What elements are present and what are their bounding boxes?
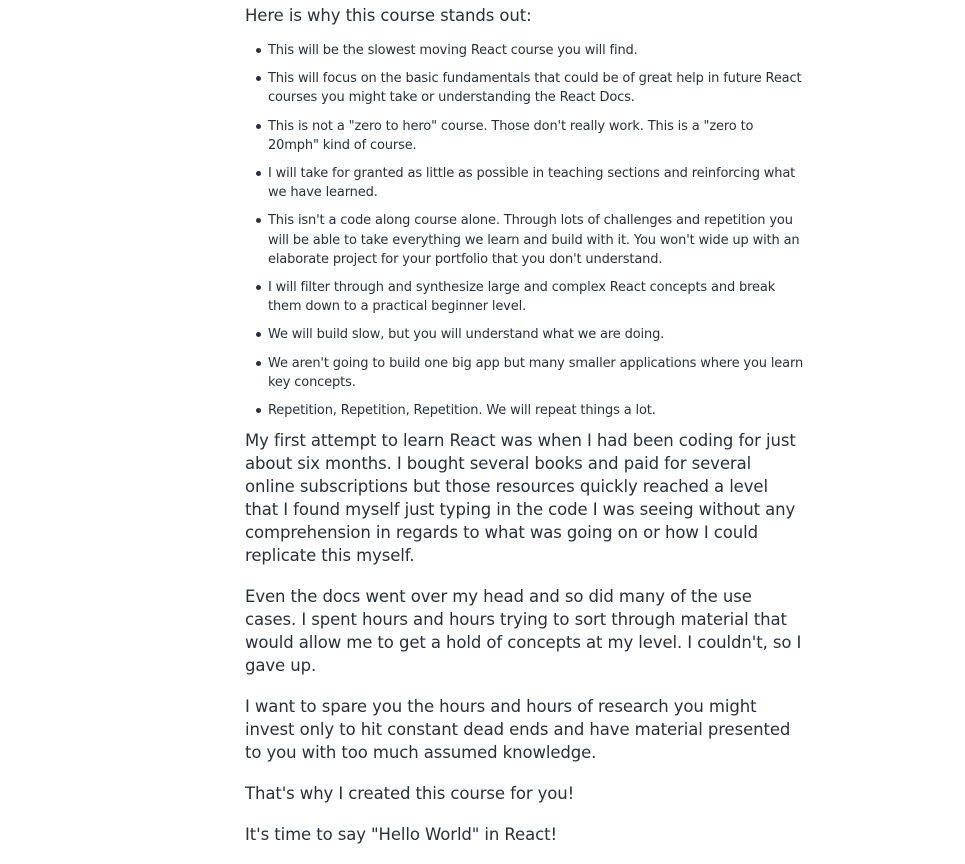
list-item-text: Repetition, Repetition, Repetition. We will repeat things a lot. — [268, 403, 656, 419]
list-item-text: This will focus on the basic fundamentals that could be of great help in future React courses you might take or understanding the React Docs. — [268, 71, 802, 106]
list-item — [245, 164, 805, 202]
list-item — [245, 354, 805, 392]
story-paragraph: That's why I created this course for you! — [245, 784, 575, 804]
list-item-text: This is not a "zero to hero" course. Those don't really work. This is a "zero to 20mph" kind of course. — [268, 118, 754, 153]
list-item — [245, 41, 805, 60]
list-item-text: This isn't a code along course alone. Through lots of challenges and repetition you will be able to take everything we learn and build with it. You won't wide up with an elaborate project for your portfolio that you don't understand. — [268, 213, 800, 267]
list-item-text: I will take for granted as little as possible in teaching sections and reinforcing what we have learned. — [268, 166, 796, 201]
bullet-icon — [256, 48, 261, 53]
list-item — [245, 117, 805, 155]
list-item-text: We will build slow, but you will understand what we are doing. — [268, 327, 665, 343]
story-paragraph: Even the docs went over my head and so did many of the use cases. I spent hours and hours trying to sort through material that would allow me to get a hold of concepts at my level. I couldn't, so I gave up. — [245, 587, 802, 676]
list-item — [245, 211, 805, 269]
list-item-text: This will be the slowest moving React course you will find. — [268, 43, 638, 58]
bullet-icon — [256, 285, 261, 290]
list-item-text: We aren't going to build one big app but many smaller applications where you learn key concepts. — [268, 355, 804, 390]
list-item-text: I will filter through and synthesize large and complex React concepts and break them down to a practical beginner level. — [268, 280, 776, 315]
bullet-icon — [256, 218, 261, 223]
list-item — [245, 69, 805, 107]
bullet-icon — [256, 361, 261, 366]
story-paragraph: It's time to say "Hello World" in React! — [245, 825, 557, 845]
reasons-list — [245, 41, 805, 420]
story-paragraph: I want to spare you the hours and hours of research you might invest only to hit constant dead ends and have material presented to you with too much assumed knowledge. — [245, 697, 791, 763]
bullet-icon — [256, 76, 261, 81]
bullet-icon — [256, 124, 261, 129]
list-item — [245, 401, 805, 420]
list-item — [245, 325, 805, 344]
intro-heading: Here is why this course stands out: — [245, 6, 532, 25]
bullet-icon — [256, 171, 261, 176]
course-description — [245, 4, 805, 864]
bullet-icon — [256, 332, 261, 337]
bullet-icon — [256, 408, 261, 413]
story-paragraph: My first attempt to learn React was when I had been coding for just about six months. I bought several books and paid for several online subscriptions but those resources quickly reached a level that I found myself just typing in the code I was seeing without any comprehension in regards to what was going on or how I could replicate this myself. — [245, 431, 796, 566]
list-item — [245, 278, 805, 316]
